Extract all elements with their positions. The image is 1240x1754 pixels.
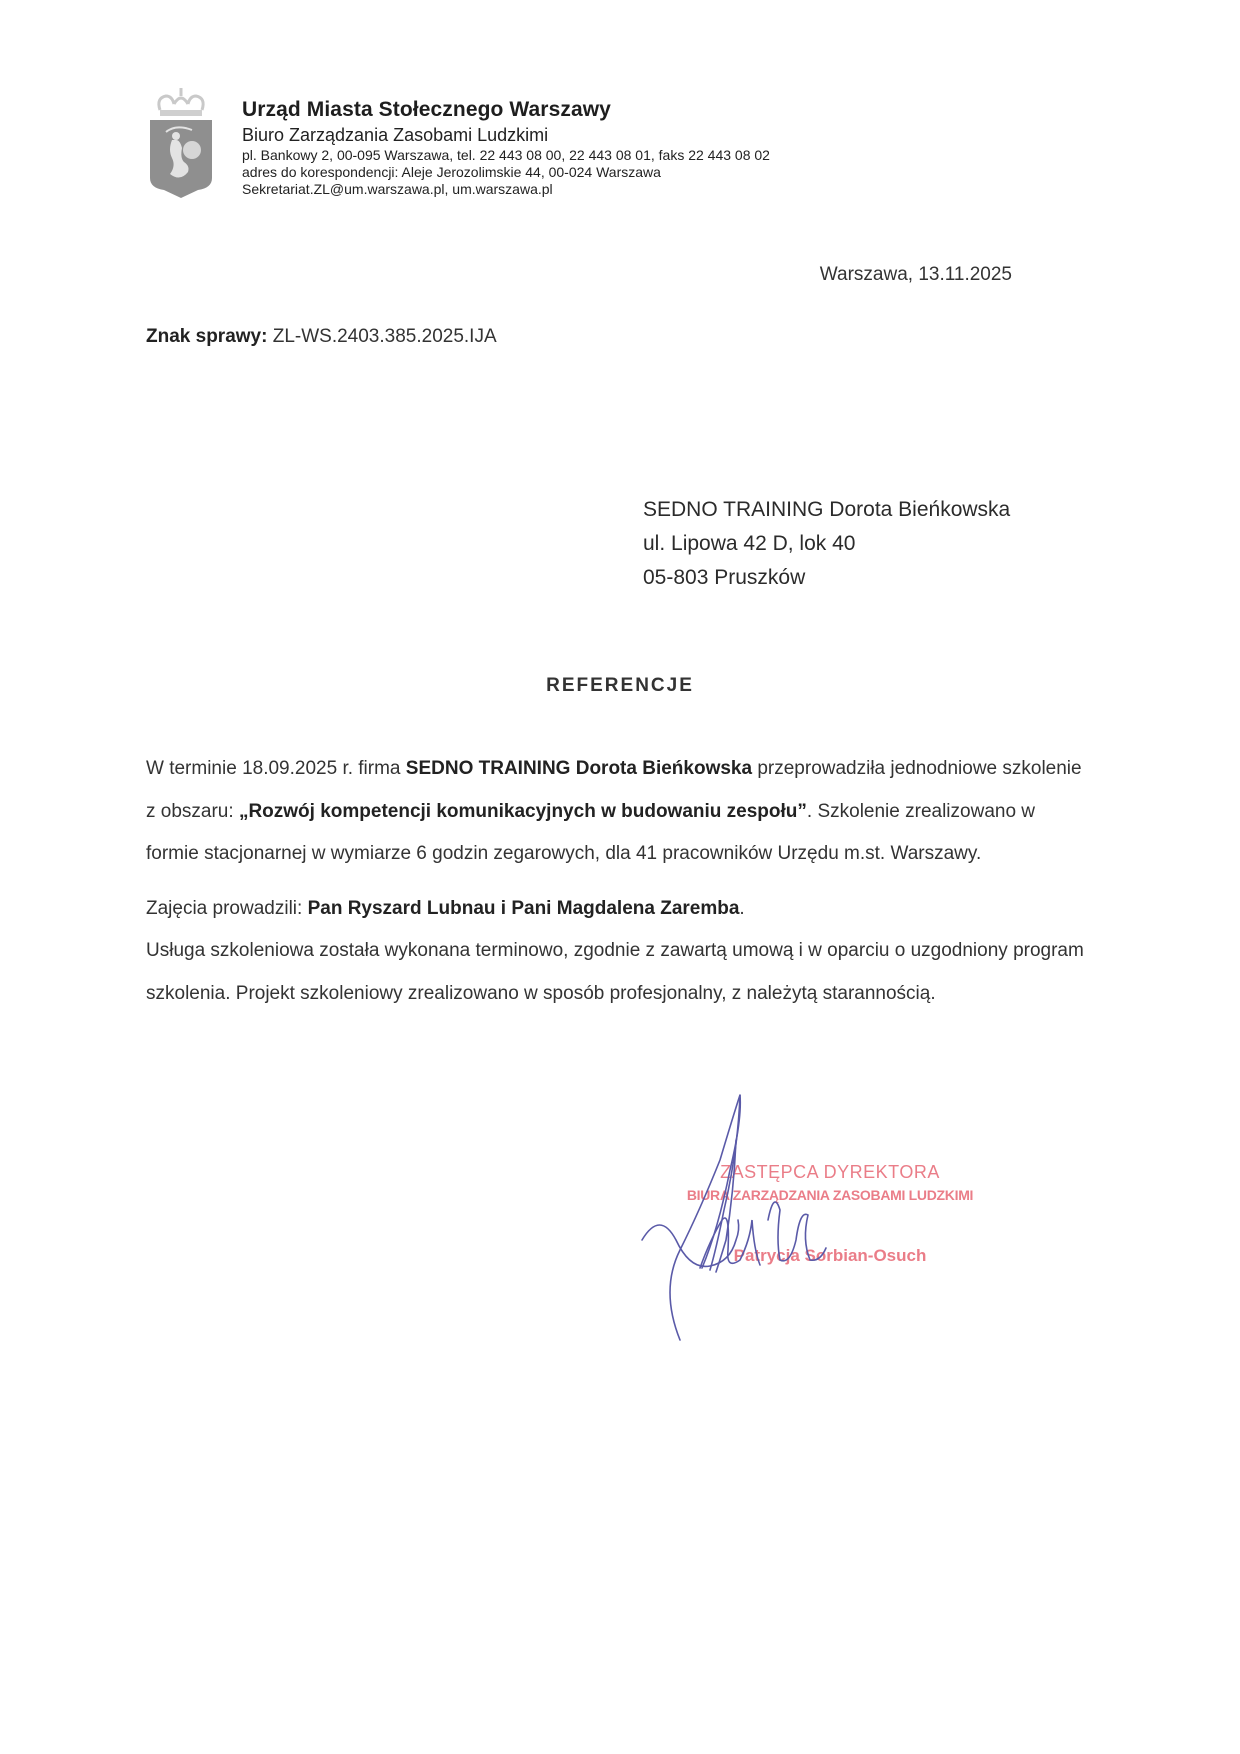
stamp-position: ZASTĘPCA DYREKTORA (720, 1162, 940, 1182)
text: Zajęcia prowadzili: (146, 897, 308, 919)
training-topic: „Rozwój kompetencji komunikacyjnych w budowaniu zespołu” (238, 800, 807, 822)
department-name: Biuro Zarządzania Zasobami Ludzkimi (242, 125, 549, 145)
letterhead (242, 97, 770, 198)
paragraph-evaluation: Usługa szkoleniowa została wykonana terminowo, zgodnie z zawartą umową i w oparciu o uzgodniony program szkolenia. Projekt szkoleniowy zrealizowano w sposób profesjonalny, z należytą starannością. (146, 940, 1084, 1004)
date-line: Warszawa, 13.11.2025 (819, 264, 1012, 285)
paragraph-trainers (146, 888, 1086, 931)
text: przeprowadziła jednodniowe szkolenie z obszaru: (146, 758, 1082, 822)
text: W terminie 18.09.2025 r. firma (146, 758, 406, 779)
case-reference-label: Znak sprawy: (146, 326, 268, 347)
document-title: REFERENCJE (546, 675, 694, 696)
case-reference (146, 326, 497, 348)
text: . Szkolenie zrealizowano w formie stacjonarnej w wymiarze 6 godzin zegarowych, dla 41 pracowników Urzędu m.st. Warszawy. (146, 800, 1036, 864)
organization-name: Urząd Miasta Stołecznego Warszawy (242, 98, 611, 121)
recipient-address (643, 493, 1010, 595)
handwritten-signature-icon (640, 1090, 980, 1350)
case-reference-value: ZL-WS.2403.385.2025.IJA (267, 326, 497, 347)
correspondence-address: adres do korespondencji: Aleje Jerozolimskie 44, 00-024 Warszawa (242, 164, 661, 180)
recipient-name: SEDNO TRAINING Dorota Bieńkowska (643, 498, 1011, 521)
trainer-names: Pan Ryszard Lubnau i Pani Magdalena Zaremba (307, 897, 740, 919)
address-line: pl. Bankowy 2, 00-095 Warszawa, tel. 22 443 08 00, 22 443 08 01, faks 22 443 08 02 (242, 147, 770, 163)
company-name: SEDNO TRAINING Dorota Bieńkowska (405, 758, 753, 779)
warsaw-coat-of-arms-icon (146, 86, 216, 202)
stamp-unit: BIURA ZARZĄDZANIA ZASOBAMI LUDZKIMI (686, 1187, 974, 1203)
stamp-name: Patrycja Sorbian-Osuch (733, 1246, 927, 1265)
paragraph-training-details (146, 748, 1086, 876)
recipient-city: 05-803 Pruszków (643, 566, 806, 589)
text: . (739, 897, 745, 919)
recipient-street: ul. Lipowa 42 D, lok 40 (643, 532, 856, 555)
letter-body (146, 748, 1086, 1015)
contact-line: Sekretariat.ZL@um.warszawa.pl, um.warszawa.pl (242, 181, 553, 197)
